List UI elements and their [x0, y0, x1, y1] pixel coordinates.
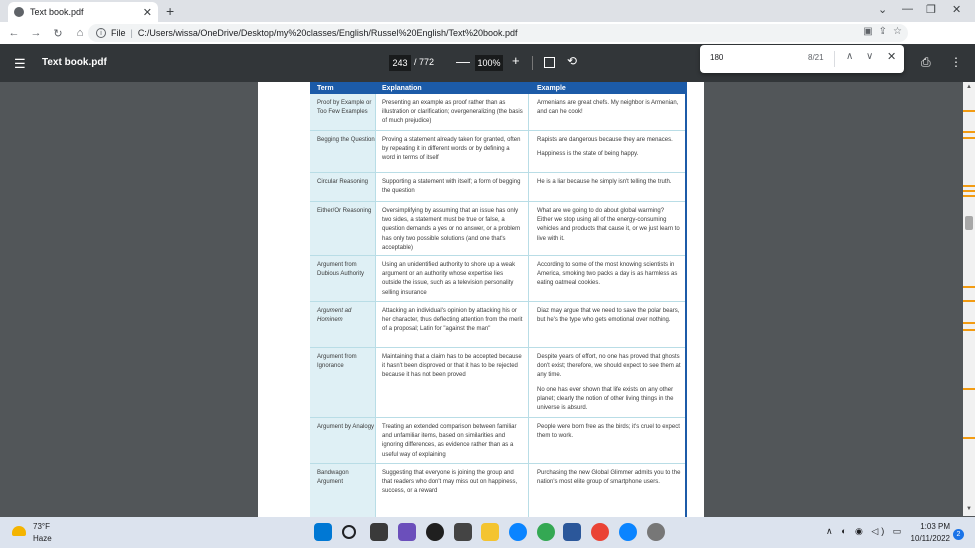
find-previous-icon[interactable]: ∧ [846, 51, 854, 62]
restore-icon[interactable]: ❐ [926, 4, 936, 16]
row-term: Argument from Dubious Authority [310, 256, 376, 301]
task-view-icon[interactable] [370, 523, 388, 541]
scroll-down-icon[interactable]: ▼ [966, 506, 972, 512]
find-next-icon[interactable]: ∨ [866, 51, 874, 62]
header-explanation: Explanation [382, 84, 422, 92]
row-explanation: Oversimplifying by assuming that an issue has only two sides, a statement must be true or false, a question demands a yes or no answer, or a problem has only two possible solutions (and one that's acceptable) [376, 202, 529, 255]
find-bar [700, 45, 904, 73]
close-tab-icon[interactable]: ✕ [142, 6, 152, 19]
row-example [529, 464, 685, 517]
find-match-marker [963, 195, 975, 197]
table-right-rule [685, 82, 687, 517]
print-icon[interactable]: ⎙ [921, 55, 931, 69]
table-row [310, 202, 685, 256]
page-total: / 772 [414, 57, 435, 67]
toolbar-divider [532, 56, 533, 70]
clock-time[interactable]: 1:03 PM [920, 522, 950, 531]
row-example [529, 348, 685, 417]
home-icon[interactable]: ⌂ [76, 27, 84, 39]
info-icon[interactable]: i [96, 28, 106, 38]
scroll-up-icon[interactable]: ▲ [966, 84, 972, 90]
tab-search-icon[interactable]: ⌄ [878, 4, 888, 16]
table-header [310, 82, 685, 94]
find-match-marker [963, 190, 975, 192]
find-match-marker [963, 286, 975, 288]
url-separator: | [130, 28, 133, 38]
page-number-input[interactable]: 243 [389, 55, 411, 71]
search-icon[interactable] [342, 525, 356, 539]
tab-strip [0, 0, 975, 22]
example-text-2: Happiness is the state of being happy. [537, 151, 639, 158]
address-bar[interactable] [88, 24, 908, 42]
example-text: Purchasing the new Global Glimmer admits you to the nation's most elite group of smartphone users. [537, 470, 681, 486]
scroll-thumb[interactable] [965, 216, 973, 230]
menu-icon[interactable]: ☰ [14, 56, 26, 71]
edge-beta-icon[interactable] [619, 523, 637, 541]
system-tray[interactable]: ∧ ◐ ◉ ◁) ▭ [826, 526, 905, 536]
tab-title: Text book.pdf [30, 7, 84, 17]
row-term: Begging the Question [310, 131, 376, 172]
notification-badge[interactable]: 2 [953, 529, 964, 540]
pdf-more-icon[interactable]: ⋮ [950, 55, 962, 69]
weather-temperature[interactable]: 73°F [33, 522, 50, 531]
reload-icon[interactable]: ↻ [53, 27, 63, 40]
row-example [529, 94, 685, 130]
back-icon[interactable]: ← [8, 27, 20, 39]
example-text: Rapists are dangerous because they are menaces. [537, 137, 673, 143]
pdf-page [258, 82, 704, 517]
find-match-marker [963, 131, 975, 133]
row-explanation: Using an unidentified authority to shore up a weak argument or an authority whose expertise lies outside the issue, such as a television personality selling insurance [376, 256, 529, 301]
pdf-title: Text book.pdf [42, 57, 107, 68]
edge-icon[interactable] [509, 523, 527, 541]
clock-date[interactable]: 10/11/2022 [910, 534, 950, 543]
example-text: Diaz may argue that we need to save the polar bears, but he's the type who gets emotional over nothing. [537, 308, 680, 324]
bookmark-star-icon[interactable]: ☆ [893, 26, 902, 37]
find-close-icon[interactable]: ✕ [887, 51, 897, 63]
row-explanation: Attacking an individual's opinion by attacking his or her character, thus deflecting attention from the merit of a proposal; Latin for "against the man" [376, 302, 529, 347]
weather-condition[interactable]: Haze [33, 534, 52, 543]
example-text: According to some of the most knowing scientists in America, smoking two packs a day is as harmless as eating oatmeal cookies. [537, 262, 678, 287]
app-icon[interactable] [454, 523, 472, 541]
row-term: Argument from Ignorance [310, 348, 376, 417]
example-text: What are we going to do about global warming? Either we stop using all of the energy-consuming vehicles and products that cause it, or we just learn to live with it. [537, 208, 680, 242]
chrome-profile-icon[interactable] [591, 523, 609, 541]
find-match-marker [963, 437, 975, 439]
settings-gear-icon[interactable] [647, 523, 665, 541]
find-divider [834, 51, 835, 67]
table-row [310, 464, 685, 517]
minimize-icon[interactable]: — [902, 3, 913, 15]
row-term: Circular Reasoning [310, 173, 376, 201]
zoom-out-button[interactable]: — [456, 53, 470, 69]
row-example [529, 131, 685, 172]
find-match-marker [963, 388, 975, 390]
find-match-marker [963, 110, 975, 112]
find-match-marker [963, 137, 975, 139]
forward-icon[interactable]: → [30, 27, 42, 39]
find-match-marker [963, 185, 975, 187]
row-term: Proof by Example or Too Few Examples [310, 94, 376, 130]
row-example [529, 302, 685, 347]
row-explanation: Supporting a statement with itself; a form of begging the question [376, 173, 529, 201]
example-text: People were born free as the birds; it's cruel to expect them to work. [537, 424, 680, 440]
example-text: Armenians are great chefs. My neighbor is Armenian, and can he cook! [537, 100, 679, 116]
zoom-in-button[interactable]: + [512, 53, 520, 68]
row-term: Argument ad Hominem [310, 302, 376, 347]
find-input[interactable]: 180 [710, 53, 724, 62]
weather-sun-icon[interactable] [12, 526, 26, 536]
fit-page-icon[interactable] [544, 57, 555, 68]
example-text: Despite years of effort, no one has proved that ghosts don't exist; therefore, we should expect to see them at any time. [537, 354, 681, 379]
pdf-app-icon[interactable]: ▣ [863, 26, 873, 37]
navigation-bar [0, 22, 975, 44]
share-icon[interactable]: ⇪ [878, 26, 888, 37]
chrome-icon[interactable] [537, 523, 555, 541]
find-match-marker [963, 322, 975, 324]
row-explanation: Proving a statement already taken for granted, often by repeating it in different words or by defining a word in terms of itself [376, 131, 529, 172]
row-explanation: Presenting an example as proof rather than as illustration or clarification; overgeneralizing (the basis of much prejudice) [376, 94, 529, 130]
zoom-level-input[interactable]: 100% [475, 55, 503, 71]
row-explanation: Treating an extended comparison between familiar and unfamiliar items, based on similarities and ignoring differences, as evidence rather than as a useful way of explaining [376, 418, 529, 463]
row-example [529, 202, 685, 255]
start-button-icon[interactable] [314, 523, 332, 541]
header-term: Term [317, 84, 334, 92]
find-match-marker [963, 300, 975, 302]
window-close-icon[interactable]: ✕ [952, 4, 962, 16]
find-match-count: 8/21 [808, 53, 824, 62]
row-term: Either/Or Reasoning [310, 202, 376, 255]
table-row [310, 348, 685, 418]
table-row [310, 418, 685, 464]
taskbar [0, 517, 975, 548]
row-explanation: Suggesting that everyone is joining the group and that readers who don't may miss out on happiness, success, or a reward [376, 464, 529, 517]
row-example [529, 173, 685, 201]
row-example [529, 256, 685, 301]
scrollbar[interactable] [963, 82, 975, 516]
table-row [310, 173, 685, 202]
rotate-icon[interactable]: ⟲ [567, 54, 578, 68]
example-text: He is a liar because he simply isn't telling the truth. [537, 179, 672, 185]
word-icon[interactable] [563, 523, 581, 541]
url-text[interactable]: C:/Users/wissa/OneDrive/Desktop/my%20classes/English/Russel%20English/Text%20book.pdf [137, 28, 518, 38]
find-match-marker [963, 329, 975, 331]
media-app-icon[interactable] [426, 523, 444, 541]
row-example [529, 418, 685, 463]
table-row [310, 256, 685, 302]
new-tab-button[interactable]: + [166, 3, 175, 19]
row-term: Bandwagon Argument [310, 464, 376, 517]
url-scheme: File [111, 28, 126, 38]
table-row [310, 94, 685, 131]
row-term: Argument by Analogy [310, 418, 376, 463]
header-example: Example [537, 84, 566, 92]
teams-chat-icon[interactable] [398, 523, 416, 541]
file-explorer-icon[interactable] [481, 523, 499, 541]
fallacy-table [310, 82, 685, 517]
table-row [310, 131, 685, 173]
tab-text-book[interactable] [8, 2, 158, 22]
globe-icon [14, 7, 24, 17]
example-text-2: No one has ever shown that life exists on any other planet; clearly the notion of other living things in the universe is absurd. [537, 386, 674, 412]
row-explanation: Maintaining that a claim has to be accepted because it hasn't been disproved or that it has to be rejected because it has not been proved [376, 348, 529, 417]
table-row [310, 302, 685, 348]
